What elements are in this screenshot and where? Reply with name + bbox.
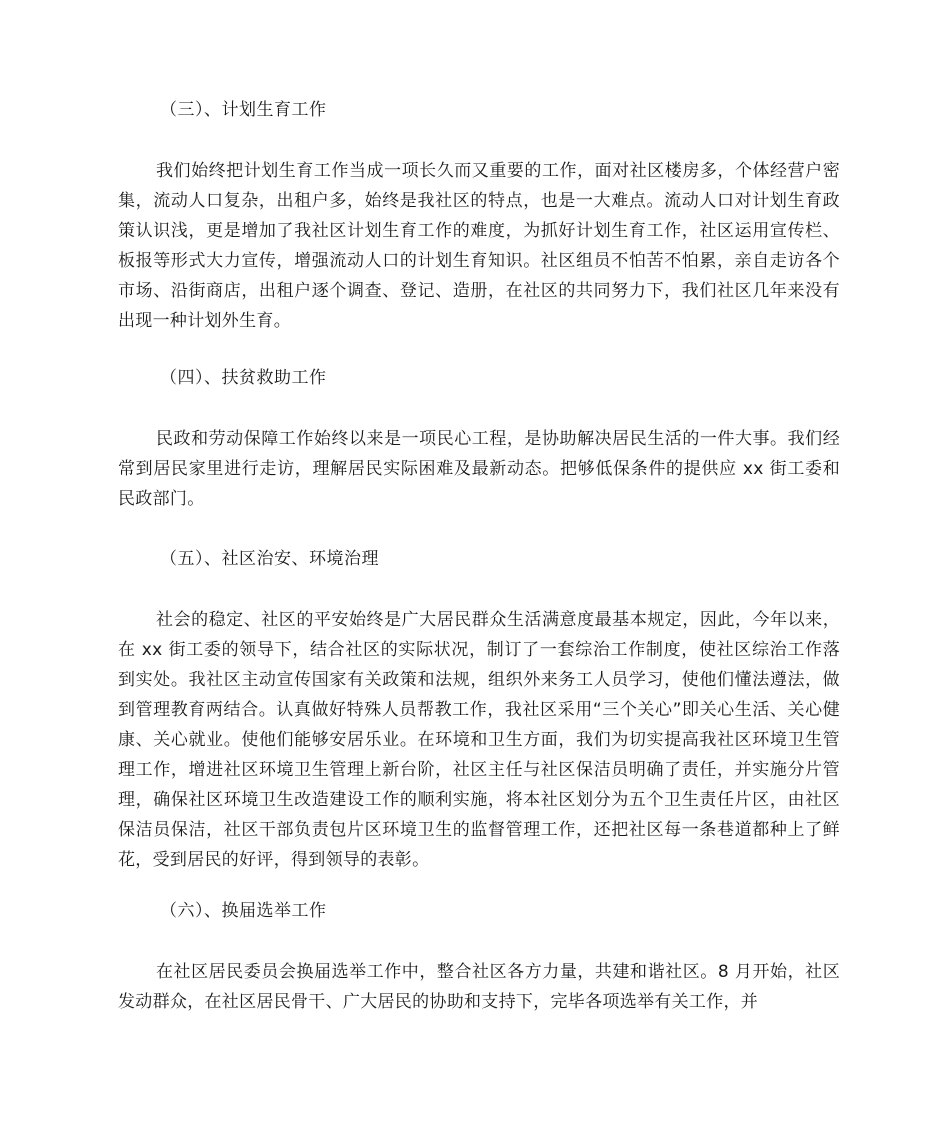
section-paragraph-security-environment: 社会的稳定、社区的平安始终是广大居民群众生活满意度最基本规定，因此，今年以来，在 xx 街工委的领导下，结合社区的实际状况，制订了一套综治工作制度，使社区综治工作落到实处。我社区主动宣传国家有关政策和法规，组织外来务工人员学习，使他们懂法遵法，做到管理教育两结合。认真做好特殊人员帮教工作，我社区采用“三个关心”即关心生活、关心健康、关心就业。使他们能够安居乐业。在环境和卫生方面，我们为切实提高我社区环境卫生管理工作，增进社区环境卫生管理上新台阶，社区主任与社区保洁员明确了责任，并实施分片管理，确保社区环境卫生改造建设工作的顺利实施，将本社区划分为五个卫生责任片区，由社区保洁员保洁，社区干部负责包片区环境卫生的监督管理工作，还把社区每一条巷道都种上了鲜花，受到居民的好评，得到领导的表彰。 <box>118 610 840 870</box>
section-heading-security-environment: （五）、社区治安、环境治理 <box>160 549 379 569</box>
section-paragraph-poverty-relief: 民政和劳动保障工作始终以来是一项民心工程，是协助解决居民生活的一件大事。我们经常到居民家里进行走访，理解居民实际困难及最新动态。把够低保条件的提供应 xx 街工委和民政部门。 <box>118 429 840 509</box>
section-heading-family-planning: （三）、计划生育工作 <box>160 100 327 120</box>
section-paragraph-family-planning: 我们始终把计划生育工作当成一项长久而又重要的工作，面对社区楼房多，个体经营户密集，流动人口复杂，出租户多，始终是我社区的特点，也是一大难点。流动人口对计划生育政策认识浅，更是增加了我社区计划生育工作的难度，为抓好计划生育工作，社区运用宣传栏、板报等形式大力宣传，增强流动人口的计划生育知识。社区组员不怕苦不怕累，亲自走访各个市场、沿街商店，出租户逐个调查、登记、造册，在社区的共同努力下，我们社区几年来没有出现一种计划外生育。 <box>118 161 840 331</box>
section-paragraph-election: 在社区居民委员会换届选举工作中，整合社区各方力量，共建和谐社区。8 月开始，社区发动群众，在社区居民骨干、广大居民的协助和支持下，完毕各项选举有关工作，并 <box>118 962 840 1012</box>
section-heading-poverty-relief: （四）、扶贫救助工作 <box>160 368 327 388</box>
section-heading-election: （六）、换届选举工作 <box>160 901 327 921</box>
